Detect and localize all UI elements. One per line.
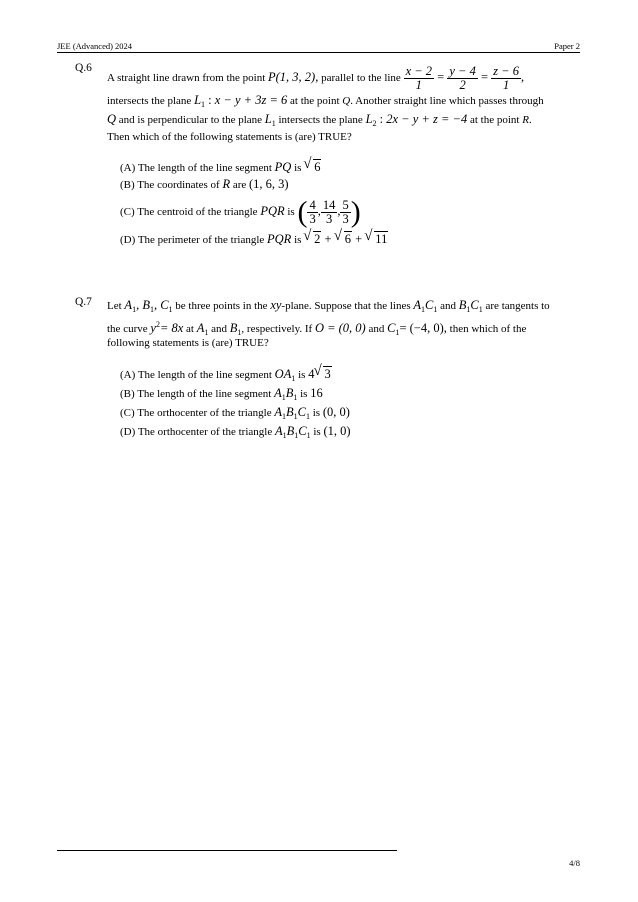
sqrt-6: √ 6 [304, 160, 321, 174]
q6-line-2: intersects the plane $L_1$ : x − y + 3z = 6 at the point Q. Another straight line which passes through [107, 93, 544, 109]
q7-option-b: (B) The length of the line segment $A_1B_1$ is 16 [120, 386, 323, 402]
fraction-z: $\frac{z - 6}{1}$ [493, 63, 519, 92]
fraction-x: $\frac{x - 2}{1}$ [405, 63, 433, 92]
header-paper-label: Paper 2 [554, 41, 580, 51]
footer-rule [57, 850, 397, 851]
plane-1: x − y + 3z = 6 [214, 93, 288, 107]
q6-option-d: (D) The perimeter of the triangle PQR is √ 2 + √ 6 + √ 11 [120, 232, 388, 247]
q7-line-1: Let $A_1$, $B_1$, $C_1$ be three points in the xy-plane. Suppose that the lines $A_1C_1$ and $B_1C_1$ are tangents to [107, 298, 550, 314]
q6-option-a: (A) The length of the line segment PQ is √ 6 [120, 160, 321, 175]
question-number-7: Q.7 [75, 296, 92, 308]
q6-option-b: (B) The coordinates of R are (1, 6, 3) [120, 177, 289, 191]
page-number: 4/8 [569, 858, 580, 868]
q6-line-4: Then which of the following statements is (are) TRUE? [107, 131, 352, 143]
q6-option-c: (C) The centroid of the triangle PQR is ( $\frac{4}{3}$ , $\frac{14}{3}$ , $\frac{5}{3}$ ) [120, 195, 361, 229]
q7-line-2: the curve $y^2= 8x$ at $A_1$ and $B_1$, respectively. If O = (0, 0) and $C_1= (-4$, 0), then which of the [107, 320, 527, 337]
header-rule [57, 52, 580, 53]
q7-option-d: (D) The orthocenter of the triangle $A_1B_1C_1$ is (1, 0) [120, 424, 351, 440]
q6-line-3: Q and is perpendicular to the plane $L_1$ intersects the plane $L_2$ : 2x − y + z = −4 at the point R. [107, 112, 532, 128]
question-number-6: Q.6 [75, 62, 92, 74]
fraction-y: $\frac{y - 4}{2}$ [449, 63, 476, 92]
point-p: P(1, 3, 2), [268, 70, 319, 84]
plane-2: 2x − y + z = −4 [386, 112, 468, 126]
header-exam-title: JEE (Advanced) 2024 [57, 41, 133, 51]
sqrt-3: √ 3 [314, 367, 331, 381]
q7-option-c: (C) The orthocenter of the triangle $A_1B_1C_1$ is (0, 0) [120, 405, 350, 421]
q7-line-3: following statements is (are) TRUE? [107, 337, 269, 349]
q7-option-a: (A) The length of the line segment $OA_1$ is 4√ 3 [120, 367, 332, 386]
q6-line-1: A straight line drawn from the point P(1, 3, 2), parallel to the line $\frac{x - 2}{1}$ = $\frac{y - 4}{2}$ = $\frac{z - 6}{1}$ , [107, 63, 525, 92]
